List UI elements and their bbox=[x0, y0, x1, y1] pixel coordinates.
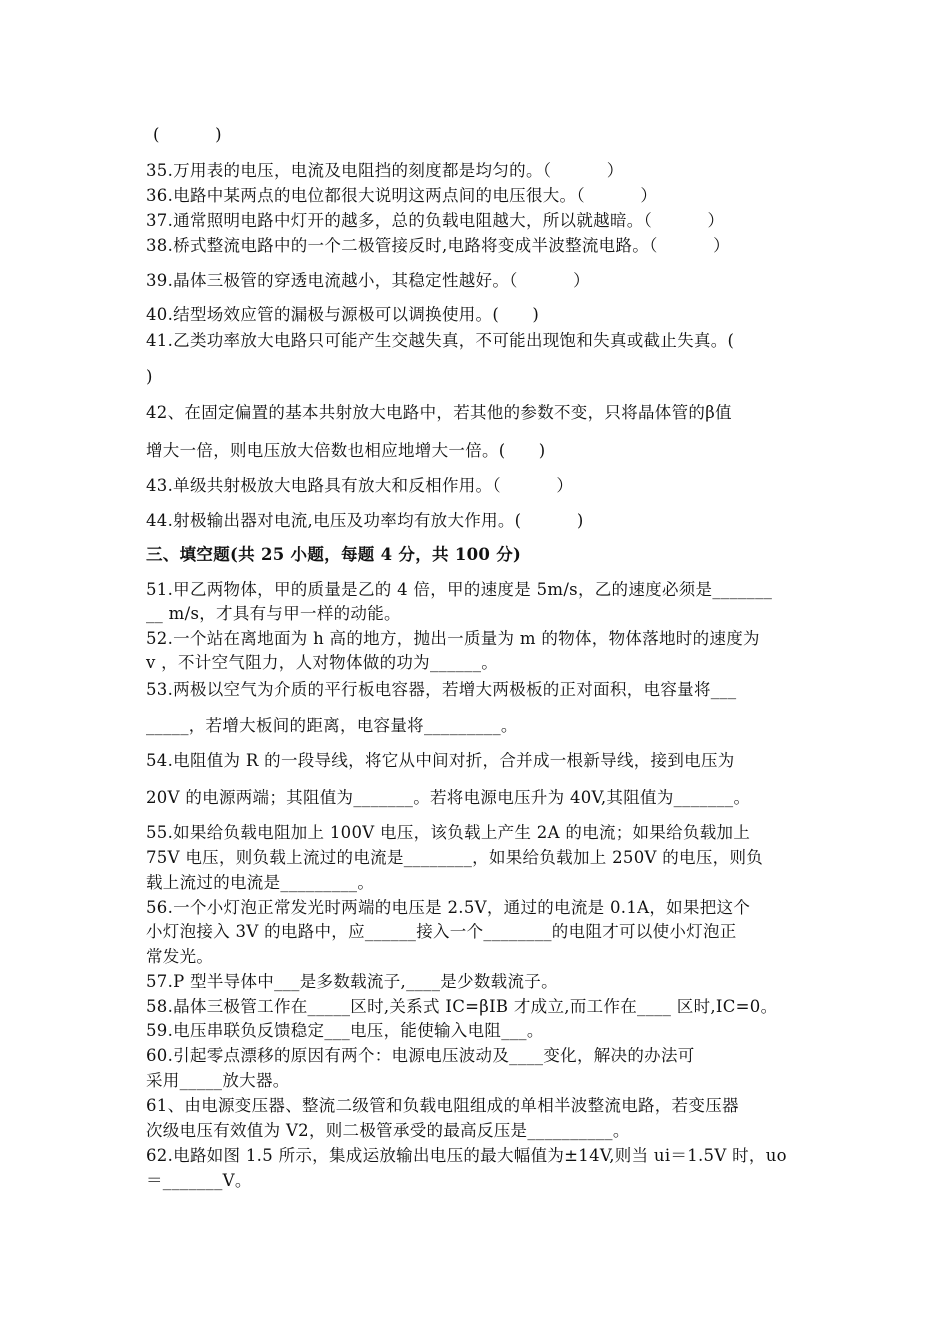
question-55-continued: 75V 电压，则负载上流过的电流是________，如果给负载加上 250V 的电压，则负 bbox=[146, 848, 764, 867]
question-41: 41.乙类功率放大电路只可能产生交越失真，不可能出现饱和失真或截止失真。( bbox=[146, 331, 735, 350]
section-heading: 三、填空题(共 25 小题，每题 4 分，共 100 分) bbox=[146, 545, 522, 564]
question-51-continued: __ m/s，才具有与甲一样的动能。 bbox=[146, 604, 401, 623]
question-53: 53.两极以空气为介质的平行板电容器，若增大两极板的正对面积，电容量将___ bbox=[146, 680, 737, 699]
question-59: 59.电压串联负反馈稳定___电压，能使输入电阻___。 bbox=[146, 1021, 544, 1040]
question-57: 57.P 型半导体中___是多数载流子,____是少数载流子。 bbox=[146, 972, 558, 991]
question-53-continued: _____，若增大板间的距离，电容量将_________。 bbox=[146, 716, 518, 735]
question-61: 61、由电源变压器、整流二级管和负载电阻组成的单相半波整流电路，若变压器 bbox=[146, 1096, 739, 1115]
question-55: 55.如果给负载电阻加上 100V 电压，该负载上产生 2A 的电流；如果给负载加上 bbox=[146, 823, 751, 842]
question-40: 40.结型场效应管的漏极与源极可以调换使用。( ) bbox=[146, 305, 540, 324]
answer-blank-line: ( ) bbox=[153, 125, 222, 144]
question-38: 38.桥式整流电路中的一个二极管接反时,电路将变成半波整流电路。（ ） bbox=[146, 236, 730, 255]
question-60: 60.引起零点漂移的原因有两个：电源电压波动及____变化，解决的办法可 bbox=[146, 1046, 695, 1065]
question-36: 36.电路中某两点的电位都很大说明这两点间的电压很大。（ ） bbox=[146, 186, 658, 205]
question-60-continued: 采用_____放大器。 bbox=[146, 1071, 290, 1090]
question-61-continued: 次级电压有效值为 V2，则二极管承受的最高反压是__________。 bbox=[146, 1121, 630, 1140]
question-55-continued-2: 载上流过的电流是_________。 bbox=[146, 873, 375, 892]
question-58: 58.晶体三极管工作在_____区时,关系式 IC=βIB 才成立,而工作在____ 区时,IC=0。 bbox=[146, 997, 778, 1016]
question-37: 37.通常照明电路中灯开的越多，总的负载电阻越大，所以就越暗。（ ） bbox=[146, 211, 725, 230]
question-42: 42、在固定偏置的基本共射放大电路中，若其他的参数不变，只将晶体管的β值 bbox=[146, 403, 732, 422]
question-44: 44.射极输出器对电流,电压及功率均有放大作用。( ) bbox=[146, 511, 584, 530]
question-43: 43.单级共射极放大电路具有放大和反相作用。（ ） bbox=[146, 476, 574, 495]
question-39: 39.晶体三极管的穿透电流越小，其稳定性越好。（ ） bbox=[146, 271, 590, 290]
question-56-continued: 小灯泡接入 3V 的电路中，应______接入一个________的电阻才可以使小灯泡正 bbox=[146, 922, 737, 941]
question-62-continued: ＝_______V。 bbox=[146, 1171, 252, 1190]
question-42-continued: 增大一倍，则电压放大倍数也相应地增大一倍。( ) bbox=[146, 441, 546, 460]
question-62: 62.电路如图 1.5 所示，集成运放输出电压的最大幅值为±14V,则当 ui＝1.5V 时，uo bbox=[146, 1146, 787, 1165]
question-35: 35.万用表的电压，电流及电阻挡的刻度都是均匀的。（ ） bbox=[146, 161, 624, 180]
question-54-continued: 20V 的电源两端；其阻值为_______。若将电源电压升为 40V,其阻值为_______。 bbox=[146, 788, 751, 807]
question-51: 51.甲乙两物体，甲的质量是乙的 4 倍，甲的速度是 5m/s，乙的速度必须是_______ bbox=[146, 580, 773, 599]
question-52: 52.一个站在离地面为 h 高的地方，抛出一质量为 m 的物体，物体落地时的速度为 bbox=[146, 629, 760, 648]
question-56: 56.一个小灯泡正常发光时两端的电压是 2.5V，通过的电流是 0.1A，如果把这个 bbox=[146, 898, 751, 917]
question-41-continued: ) bbox=[146, 367, 153, 386]
question-54: 54.电阻值为 R 的一段导线，将它从中间对折，合并成一根新导线，接到电压为 bbox=[146, 751, 735, 770]
question-52-continued: v ，不计空气阻力，人对物体做的功为______。 bbox=[146, 653, 499, 672]
question-56-continued-2: 常发光。 bbox=[146, 947, 214, 966]
